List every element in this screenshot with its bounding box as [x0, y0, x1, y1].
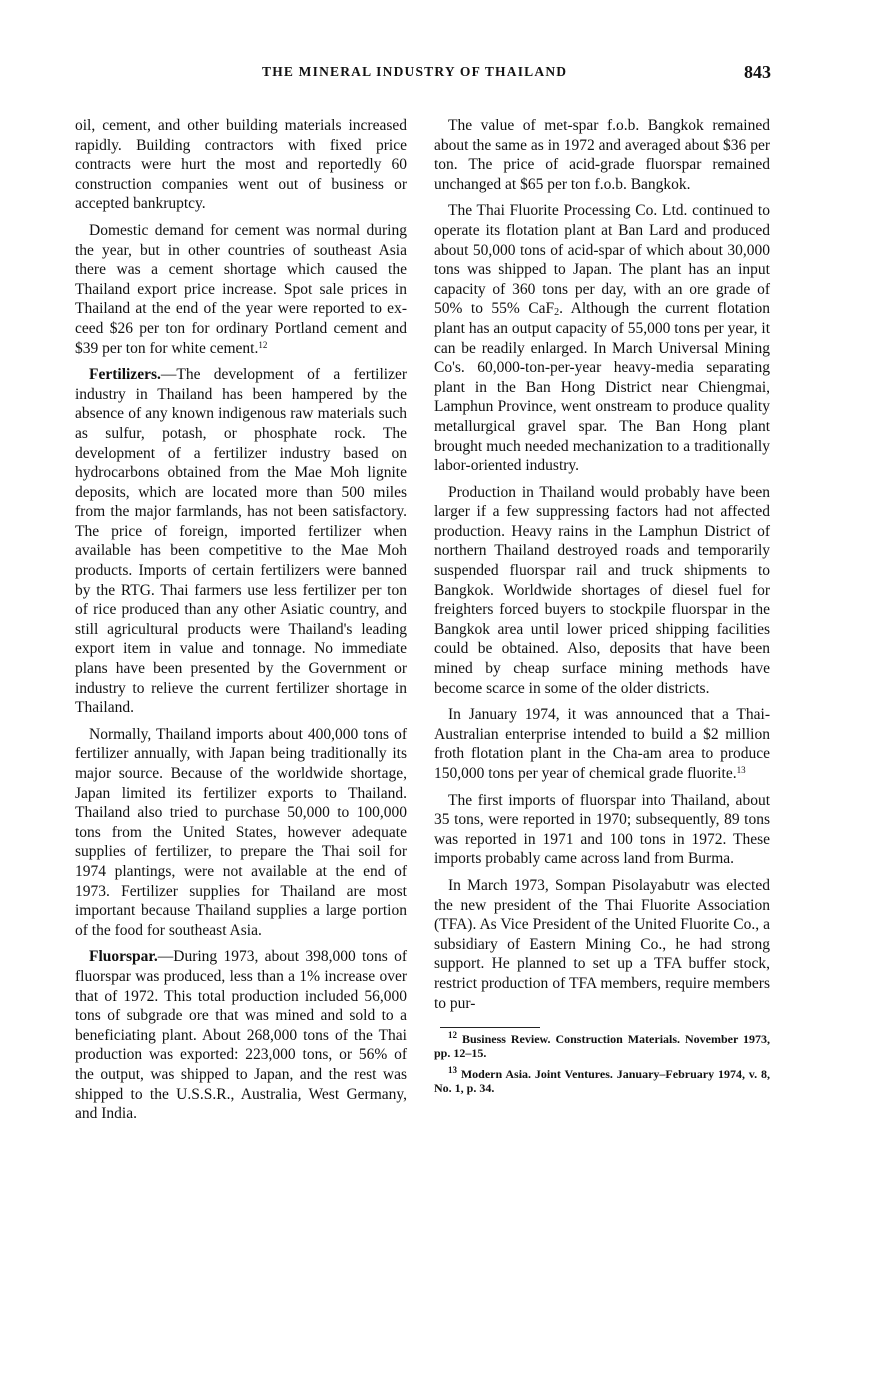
section-heading-fluorspar: Fluorspar.: [89, 948, 158, 966]
paragraph-first-imports: The first imports of fluorspar into Thailand, about 35 tons, were reported in 1970; subsequently, 89 tons was reported in 1971 and 100 tons in 1972. These imports probably came across land from Burma.: [434, 791, 770, 868]
paragraph-cement-demand: Domestic demand for cement was normal during the year, but in other countries of southeast Asia there was a cement shortage which caused the Thailand export price increase. Spot sale prices in Thailand at the end of the year were reported to exceed $26 per ton for ordinary Portland cement and $39 per ton for white cement.$^{12}$: [75, 221, 407, 357]
footnote-ref-13[interactable]: 13: [736, 765, 746, 775]
right-column: [434, 116, 770, 1102]
footnote-divider: [440, 1027, 540, 1028]
running-title: THE MINERAL INDUSTRY OF THAILAND: [262, 64, 568, 79]
paragraph-tfa-president: In March 1973, Sompan Pisolayabutr was elected the new president of the Thai Fluorite Association (TFA). As Vice President of the United Fluorite Co., a subsidiary of Eastern Mining Co., he had strong support. He planned to set up a TFA buffer stock, restrict production of TFA members, require members to pur-: [434, 876, 770, 1012]
paragraph-thai-fluorite-processing: The Thai Fluorite Processing Co. Ltd. continued to operate its flotation plant at Ban Lard and produced about 50,000 tons of acid-spar of which about 30,000 tons was shipped to Japan. The plant has an input capacity of 360 tons per day, with an ore grade of 50% to 55% CaF$_2$. Although the current flotation plant has an output capacity of 55,000 tons per year, it can be readily enlarged. In March Universal Mining Co's. 60,000-ton-per-year heavy-media separating plant in the Ban Hong District near Chiengmai, Lamphun Province, went onstream to produce quality metallurgical gravel spar. The Ban Hong plant brought much needed mechanization to a traditionally labor-oriented industry.: [434, 202, 771, 475]
paragraph-fertilizer-imports: Normally, Thailand imports about 400,000 tons of fertilizer annually, with Japan being traditionally its major source. Because of the worldwide shortage, Japan limited its fertilizer exports to Thailand. Thailand also tried to purchase 50,000 to 100,000 tons from the United States, however adequate supplies of fertilizer, to prepare the Thai soil for 1974 plantings, were not available at the end of 1973. Fertilizer supplies for Thailand are most important because Thailand supplies a large portion of the food for southeast Asia.: [75, 725, 407, 939]
paragraph-production-factors: Production in Thailand would probably have been larger if a few suppressing factors had not affected production. Heavy rains in the Lamphun District of northern Thailand destroyed roads and temporarily suspended fluorspar rail and truck shipments to Bangkok. Worldwide shortages of diesel fuel for freighters forced buyers to stockpile fluorspar in the Bangkok area until lower priced shipping facilities could be obtained. Also, deposits that have been mined by cheap surface mining methods have become scarce in some of the older districts.: [434, 483, 770, 697]
paragraph-fluorspar: Fluorspar.—During 1973, about 398,000 tons of fluorspar was produced, less than a 1% increase over that of 1972. This total production included 56,000 tons of subgrade ore that was mined and sold to a beneficiating plant. About 268,000 tons of the Thai production was exported: 223,000 tons, or 56% of the output, was shipped to Japan, and the rest was shipped to the U.S.S.R., Australia, West Germany, and India.: [75, 948, 407, 1123]
paragraph-thai-australian-enterprise: In January 1974, it was announced that a Thai-Australian enterprise intended to build a $2 million froth flotation plant in the Cha-am area to produce 150,000 tons per year of chemical grade fluorite.$^{13}$: [434, 706, 770, 782]
paragraph-met-spar-value: The value of met-spar f.o.b. Bangkok remained about the same as in 1972 and averaged about $36 per ton. The price of acid-grade fluorspar remained unchanged at $65 per ton f.o.b. Bangkok.: [434, 117, 770, 193]
footnote-13: $^{13}$ Modern Asia. Joint Ventures. January–February 1974, v. 8, No. 1, p. 34.: [434, 1065, 770, 1096]
footnote-ref-12[interactable]: 12: [258, 339, 268, 350]
footnote-12: $^{12}$ Business Review. Construction Materials. November 1973, pp. 12–15.: [434, 1030, 770, 1061]
paragraph-building-materials: oil, cement, and other building materials increased rapidly. Building contractors with fixed price contracts were hurt the most and reportedly 60 construction companies went out of business or accepted bankruptcy.: [75, 117, 407, 213]
paragraph-fertilizers: Fertilizers.—The development of a fertilizer industry in Thailand has been hampered by the absence of any known indigenous raw materials such as sulfur, potash, or phosphate rock. The development of a fertilizer industry based on hydrocarbons obtained from the Mae Moh lignite deposits, which are located more than 500 miles from the major farmlands, has not been satisfactory. The price of foreign, imported fertilizer when available has been competitive to the Mae Moh products. Imports of certain fertilizers were banned by the RTG. Thai farmers use less fertilizer per ton of rice produced than any other Asiatic country, and still agricultural products were Thailand's leading export item in value and tonnage. No immediate plans have been presented by the Government or industry to relieve the current fertilizer shortage in Thailand.: [75, 366, 407, 717]
left-column: [75, 116, 407, 1131]
page-number: 843: [744, 62, 771, 82]
section-heading-fertilizers: Fertilizers.: [89, 366, 161, 384]
